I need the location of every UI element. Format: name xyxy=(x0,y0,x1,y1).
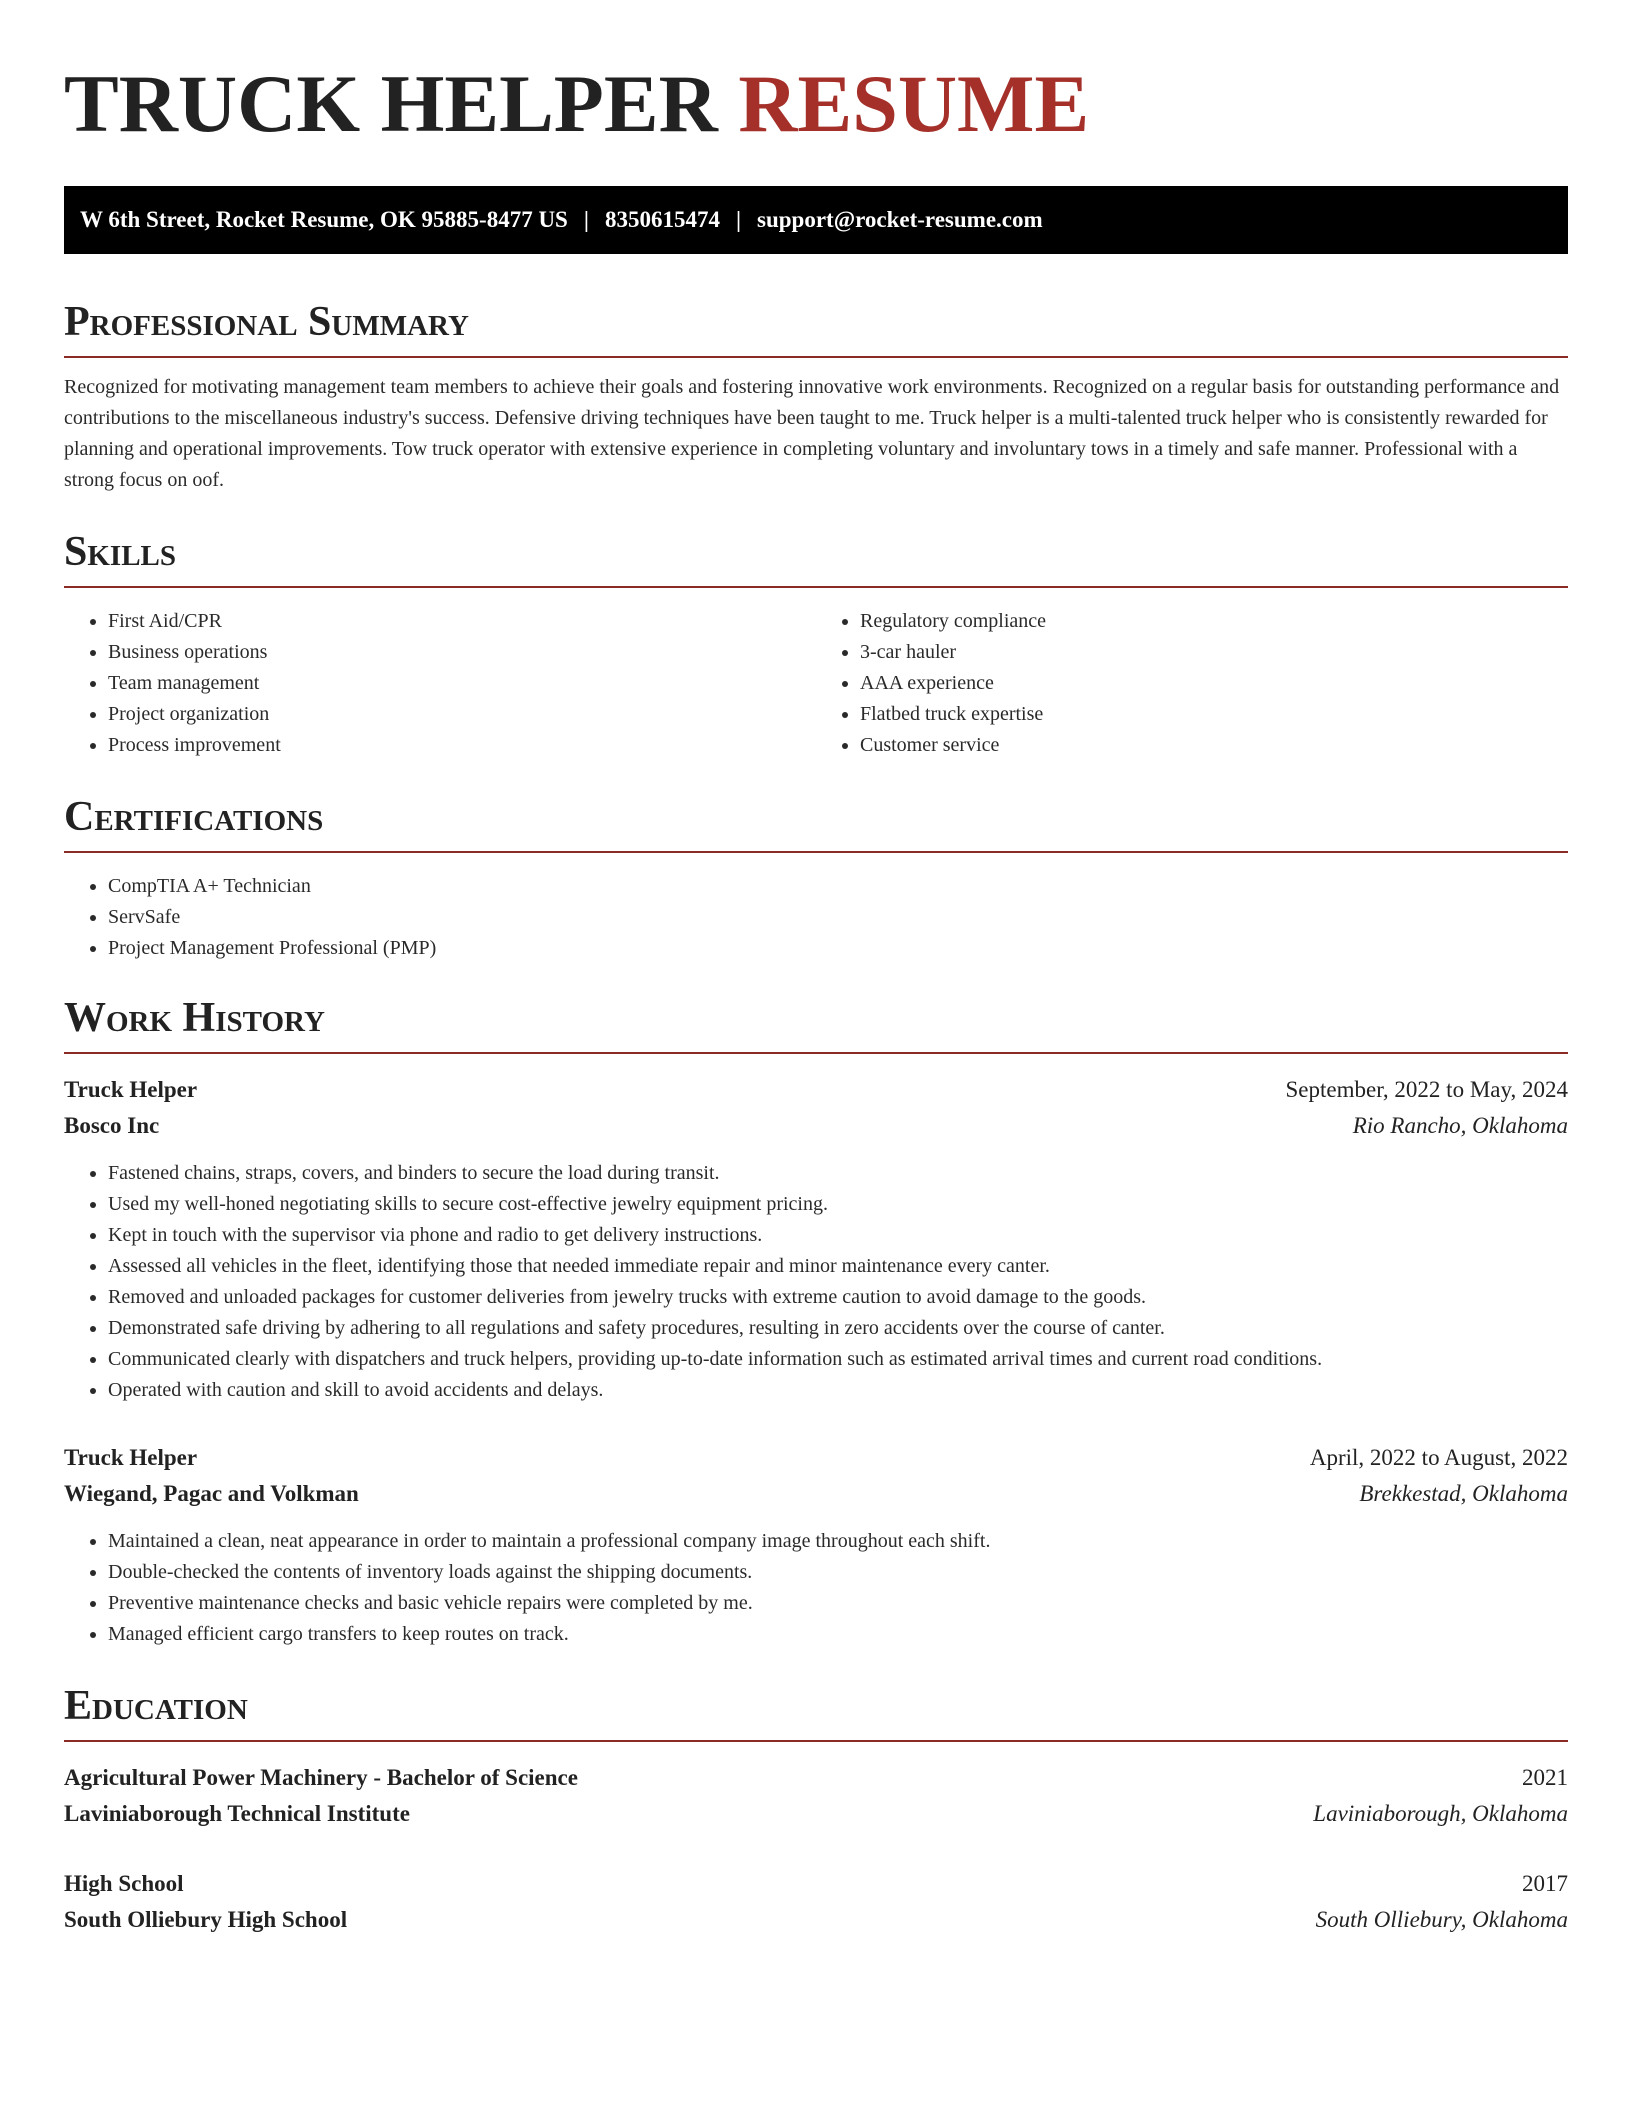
education-school-row xyxy=(64,1796,1568,1832)
job-dates: September, 2022 to May, 2024 xyxy=(1285,1077,1568,1102)
skill-item: • First Aid/CPR xyxy=(108,606,816,637)
job-company-row xyxy=(64,1476,1568,1512)
skills-list-right xyxy=(816,606,1568,761)
education-school: South Olliebury High School xyxy=(64,1907,348,1932)
education-entry xyxy=(64,1866,1568,1938)
education-degree-row xyxy=(64,1760,1568,1796)
job-duty: • Fastened chains, straps, covers, and binders to secure the load during transit. xyxy=(108,1158,1568,1189)
job-header-row xyxy=(64,1072,1568,1108)
job-location: Rio Rancho, Oklahoma xyxy=(1352,1113,1568,1138)
summary-text: Recognized for motivating management team members to achieve their goals and fostering innovative work environments. Recognized on a regular basis for outstanding performance and contributions to the miscellaneous industry's success. Defensive driving techniques have been taught to me. Truck helper is a multi-talented truck helper who is consistently rewarded for planning and operational improvements. Tow truck operator with extensive experience in completing voluntary and involuntary tows in a timely and safe manner. Professional with a strong focus on oof. xyxy=(64,376,1560,491)
certifications-list xyxy=(64,871,1568,964)
skill-item: • Regulatory compliance xyxy=(860,606,1568,637)
job-duties-list xyxy=(64,1158,1568,1406)
work-history-heading: Work History xyxy=(64,992,1568,1054)
certifications-section xyxy=(64,791,1568,964)
skills-heading: Skills xyxy=(64,526,1568,588)
resume-title xyxy=(64,56,1568,152)
title-main: TRUCK HELPER xyxy=(64,58,718,149)
contact-email: support@rocket-resume.com xyxy=(757,207,1043,232)
education-location: Laviniaborough, Oklahoma xyxy=(1313,1801,1568,1826)
skill-item: • Business operations xyxy=(108,637,816,668)
job-entry xyxy=(64,1440,1568,1650)
job-duties-list xyxy=(64,1526,1568,1650)
job-duty: • Operated with caution and skill to avoid accidents and delays. xyxy=(108,1375,1568,1406)
skill-item: • Customer service xyxy=(860,730,1568,761)
contact-separator: | xyxy=(583,207,589,232)
education-degree: High School xyxy=(64,1871,184,1896)
work-history-section xyxy=(64,992,1568,1650)
skill-item: • Flatbed truck expertise xyxy=(860,699,1568,730)
job-duty: • Communicated clearly with dispatchers and truck helpers, providing up-to-date information such as estimated arrival times and current road conditions. xyxy=(108,1344,1568,1375)
job-duty: • Double-checked the contents of inventory loads against the shipping documents. xyxy=(108,1557,1568,1588)
job-title: Truck Helper xyxy=(64,1445,198,1470)
education-degree: Agricultural Power Machinery - Bachelor of Science xyxy=(64,1765,578,1790)
job-location: Brekkestad, Oklahoma xyxy=(1359,1481,1568,1506)
skill-item: • 3-car hauler xyxy=(860,637,1568,668)
job-title: Truck Helper xyxy=(64,1077,198,1102)
skills-list-left xyxy=(64,606,816,761)
job-duty: • Used my well-honed negotiating skills to secure cost-effective jewelry equipment pricing. xyxy=(108,1189,1568,1220)
job-duty: • Preventive maintenance checks and basic vehicle repairs were completed by me. xyxy=(108,1588,1568,1619)
job-company: Wiegand, Pagac and Volkman xyxy=(64,1481,359,1506)
education-location: South Olliebury, Oklahoma xyxy=(1315,1907,1568,1932)
job-duty: • Removed and unloaded packages for customer deliveries from jewelry trucks with extreme caution to avoid damage to the goods. xyxy=(108,1282,1568,1313)
contact-phone: 8350615474 xyxy=(604,207,720,232)
education-entry xyxy=(64,1760,1568,1832)
education-heading: Education xyxy=(64,1680,1568,1742)
contact-bar xyxy=(64,186,1568,254)
education-year: 2017 xyxy=(1522,1871,1568,1896)
education-year: 2021 xyxy=(1522,1765,1568,1790)
job-duty: • Managed efficient cargo transfers to keep routes on track. xyxy=(108,1619,1568,1650)
job-dates: April, 2022 to August, 2022 xyxy=(1309,1445,1568,1470)
job-entry xyxy=(64,1072,1568,1406)
job-header-row xyxy=(64,1440,1568,1476)
job-duty: • Assessed all vehicles in the fleet, identifying those that needed immediate repair and minor maintenance every canter. xyxy=(108,1251,1568,1282)
contact-separator: | xyxy=(735,207,742,232)
job-company-row xyxy=(64,1108,1568,1144)
skill-item: • Team management xyxy=(108,668,816,699)
education-degree-row xyxy=(64,1866,1568,1902)
title-accent: RESUME xyxy=(738,58,1090,149)
skill-item: • AAA experience xyxy=(860,668,1568,699)
summary-section xyxy=(64,296,1568,496)
job-company: Bosco Inc xyxy=(64,1113,160,1138)
job-duty: • Kept in touch with the supervisor via phone and radio to get delivery instructions. xyxy=(108,1220,1568,1251)
summary-heading: Professional Summary xyxy=(64,296,1568,358)
skill-item: • Project organization xyxy=(108,699,816,730)
skills-grid xyxy=(64,606,1568,761)
job-duty: • Demonstrated safe driving by adhering to all regulations and safety procedures, resulting in zero accidents over the course of canter. xyxy=(108,1313,1568,1344)
education-school: Laviniaborough Technical Institute xyxy=(64,1801,410,1826)
certification-item: • Project Management Professional (PMP) xyxy=(108,933,1568,964)
education-school-row xyxy=(64,1902,1568,1938)
job-duty: • Maintained a clean, neat appearance in order to maintain a professional company image throughout each shift. xyxy=(108,1526,1568,1557)
skill-item: • Process improvement xyxy=(108,730,816,761)
education-section xyxy=(64,1680,1568,1938)
contact-address: W 6th Street, Rocket Resume, OK 95885-8477 US xyxy=(80,207,568,232)
certification-item: • ServSafe xyxy=(108,902,1568,933)
skills-section xyxy=(64,526,1568,761)
certifications-heading: Certifications xyxy=(64,791,1568,853)
certification-item: • CompTIA A+ Technician xyxy=(108,871,1568,902)
